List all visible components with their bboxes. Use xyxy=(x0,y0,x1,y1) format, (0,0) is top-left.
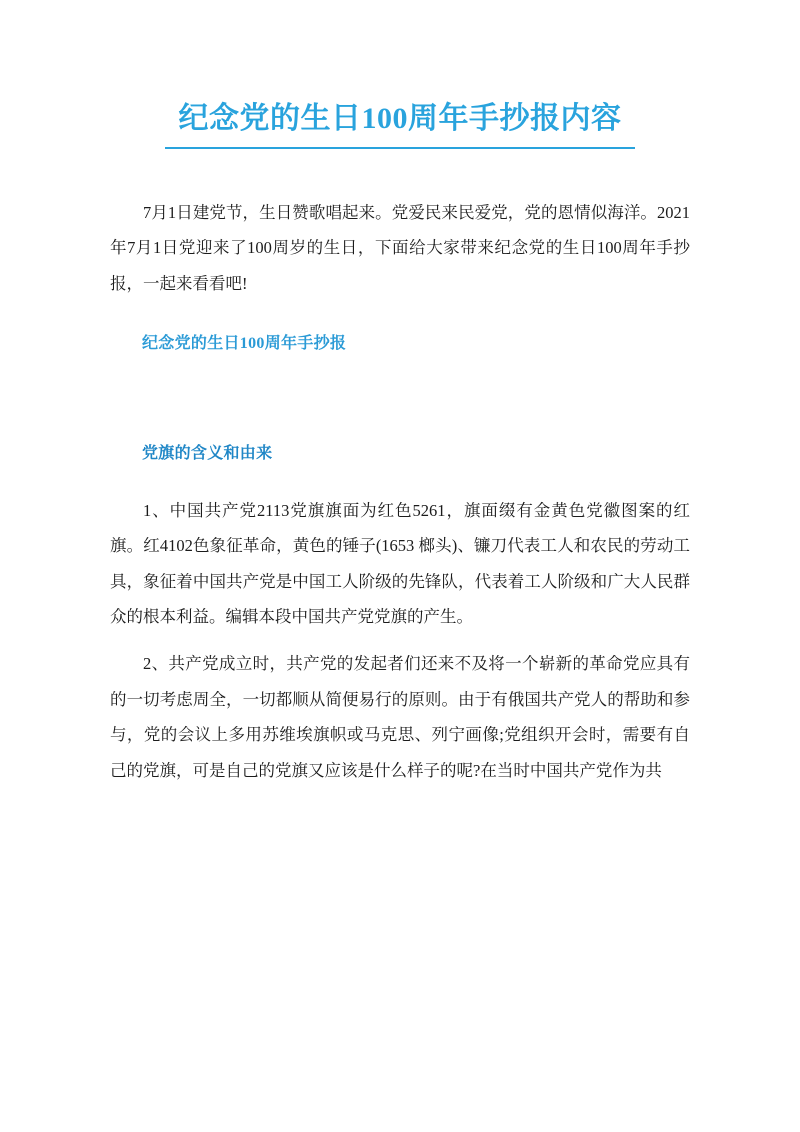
sub-heading: 党旗的含义和由来 xyxy=(142,445,273,462)
title-underline xyxy=(165,147,635,149)
intro-paragraph: 7月1日建党节，生日赞歌唱起来。党爱民来民爱党，党的恩情似海洋。2021年7月1日党迎来了100周岁的生日，下面给大家带来纪念党的生日100周年手抄报，一起来看看吧! xyxy=(110,203,690,293)
body-paragraph-1: 1、中国共产党2113党旗旗面为红色5261，旗面缀有金黄色党徽图案的红旗。红4102色象征革命，黄色的锤子(1653 榔头)、镰刀代表工人和农民的劳动工具，象征着中国共产党是中国工人阶级的先锋队，代表着工人阶级和广大人民群众的根本利益。编辑本段中国共产党党旗的产生。 xyxy=(110,500,690,626)
paragraph-list xyxy=(110,493,690,789)
section-heading: 纪念党的生日100周年手抄报 xyxy=(142,335,347,353)
page-title: 纪念党的生日100周年手抄报内容 xyxy=(178,102,622,135)
document-body xyxy=(110,195,690,788)
body-paragraph-2: 2、共产党成立时，共产党的发起者们还来不及将一个崭新的革命党应具有的一切考虑周全，一切都顺从简便易行的原则。由于有俄国共产党人的帮助和参与，党的会议上多用苏维埃旗帜或马克思、列宁画像;党组织开会时，需要有自己的党旗，可是自己的党旗又应该是什么样子的呢?在当时中国共产党作为共 xyxy=(110,654,690,780)
